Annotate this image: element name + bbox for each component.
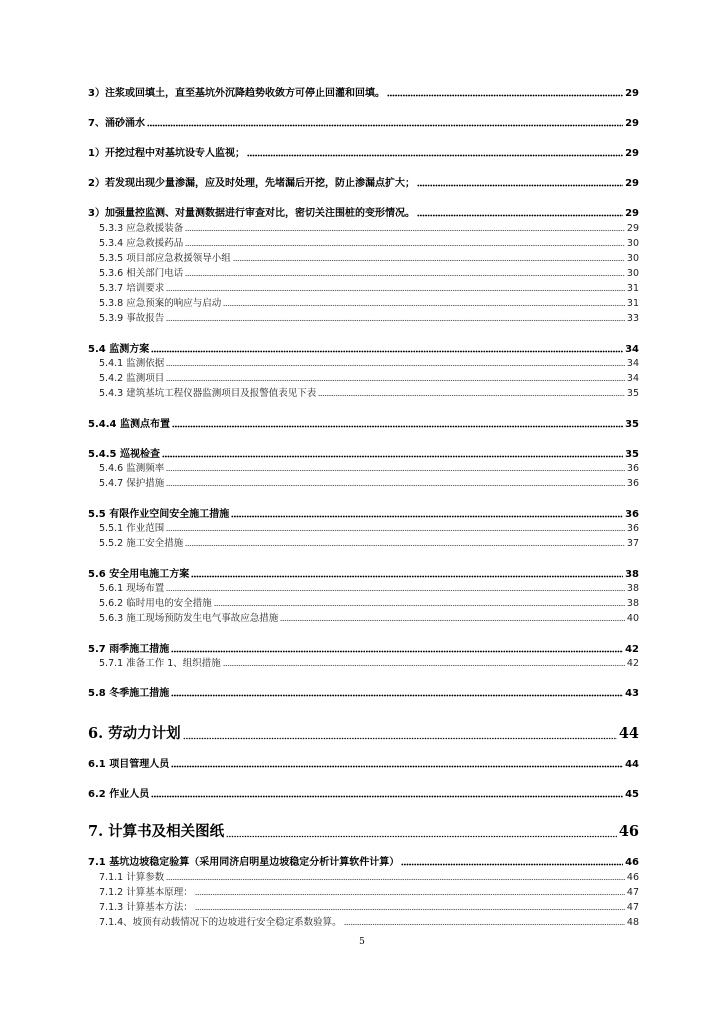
toc-entry-page: 34 bbox=[626, 358, 639, 369]
toc-entry-title: 6.1 项目管理人员 bbox=[88, 759, 170, 770]
toc-entry-page: 34 bbox=[625, 344, 639, 355]
toc-entry[interactable] bbox=[99, 464, 639, 475]
toc-entry-title: 5.3.7 培训要求 bbox=[99, 283, 165, 294]
toc-entry[interactable] bbox=[99, 374, 639, 385]
toc-entry-page: 42 bbox=[626, 658, 639, 669]
toc-entry-title: 5.4.4 监测点布置 bbox=[88, 419, 170, 430]
toc-entry[interactable] bbox=[88, 178, 639, 190]
dot-leader bbox=[171, 650, 623, 653]
toc-entry-page: 35 bbox=[625, 419, 639, 430]
toc-entry[interactable] bbox=[99, 479, 639, 490]
dot-leader bbox=[185, 274, 625, 277]
toc-entry[interactable] bbox=[99, 524, 639, 535]
toc-entry[interactable] bbox=[88, 688, 639, 700]
dot-leader bbox=[166, 484, 625, 487]
dot-leader bbox=[166, 589, 625, 592]
toc-entry-page: 46 bbox=[618, 823, 639, 840]
toc-entry-title: 5.8 冬季施工措施 bbox=[88, 688, 170, 699]
dot-leader bbox=[162, 455, 623, 458]
dot-leader bbox=[231, 515, 623, 518]
toc-entry-title: 5.6.3 施工现场预防发生电气事故应急措施 bbox=[99, 613, 279, 624]
toc-entry-title: 7.1.1 计算参数 bbox=[99, 872, 165, 883]
toc-entry-title: 5.3.8 应急预案的响应与启动 bbox=[99, 298, 222, 309]
toc-entry-page: 42 bbox=[625, 644, 639, 655]
dot-leader bbox=[318, 394, 625, 397]
toc-entry[interactable] bbox=[88, 88, 639, 100]
toc-entry-title: 5.7 雨季施工措施 bbox=[88, 644, 170, 655]
toc-entry[interactable] bbox=[88, 759, 639, 771]
dot-leader bbox=[233, 259, 625, 262]
dot-leader bbox=[183, 737, 617, 740]
toc-entry-page: 29 bbox=[626, 223, 639, 234]
dot-leader bbox=[280, 619, 625, 622]
toc-entry-title: 5.7.1 准备工作 1、组织措施 bbox=[99, 658, 221, 669]
dot-leader bbox=[195, 908, 625, 911]
toc-entry-page: 36 bbox=[626, 463, 639, 474]
toc-entry-title: 5.3.6 相关部门电话 bbox=[99, 268, 184, 279]
toc-entry-title: 5.5.2 施工安全措施 bbox=[99, 538, 184, 549]
dot-leader bbox=[417, 214, 623, 217]
toc-chapter-entry[interactable] bbox=[88, 824, 639, 841]
dot-leader bbox=[185, 544, 625, 547]
toc-entry[interactable] bbox=[99, 299, 639, 310]
toc-entry[interactable] bbox=[99, 389, 639, 400]
toc-entry-title: 5.3.3 应急救援装备 bbox=[99, 223, 184, 234]
toc-entry[interactable] bbox=[99, 584, 639, 595]
toc-entry-title: 5.4.2 监测项目 bbox=[99, 373, 165, 384]
toc-entry-title: 5.3.9 事故报告 bbox=[99, 313, 165, 324]
toc-entry-page: 33 bbox=[626, 313, 639, 324]
toc-entry[interactable] bbox=[99, 659, 639, 670]
toc-entry-page: 47 bbox=[626, 887, 639, 898]
toc-entry-title: 5.4.3 建筑基坑工程仪器监测项目及报警值表见下表 bbox=[99, 388, 317, 399]
toc-entry[interactable] bbox=[99, 239, 639, 250]
toc-entry-page: 37 bbox=[626, 538, 639, 549]
dot-leader bbox=[151, 350, 623, 353]
toc-entry-page: 36 bbox=[625, 509, 639, 520]
toc-entry-page: 36 bbox=[626, 478, 639, 489]
dot-leader bbox=[223, 304, 625, 307]
toc-entry-page: 29 bbox=[625, 208, 639, 219]
dot-leader bbox=[166, 289, 625, 292]
toc-entry-title: 5.4.5 巡视检查 bbox=[88, 449, 160, 460]
toc-entry[interactable] bbox=[88, 419, 639, 431]
dot-leader bbox=[247, 154, 623, 157]
toc-entry-title: 6.2 作业人员 bbox=[88, 789, 150, 800]
dot-leader bbox=[166, 379, 625, 382]
toc-entry-page: 30 bbox=[626, 268, 639, 279]
toc-entry-page: 43 bbox=[625, 688, 639, 699]
toc-entry[interactable] bbox=[99, 918, 639, 929]
toc-entry-title: 5.6 安全用电施工方案 bbox=[88, 569, 190, 580]
dot-leader bbox=[185, 229, 625, 232]
toc-entry-page: 46 bbox=[626, 872, 639, 883]
toc-entry-title: 5.4.7 保护措施 bbox=[99, 478, 165, 489]
toc-entry[interactable] bbox=[99, 599, 639, 610]
dot-leader bbox=[166, 319, 625, 322]
toc-entry-page: 30 bbox=[626, 253, 639, 264]
toc-entry-title: 2）若发现出现少量渗漏，应及时处理，先堵漏后开挖，防止渗漏点扩大； bbox=[88, 178, 415, 189]
toc-entry[interactable] bbox=[99, 269, 639, 280]
toc-entry-title: 7.1.2 计算基本原理： bbox=[99, 887, 193, 898]
toc-entry-title: 3）加强量控监测、对量测数据进行审查对比，密切关注围桩的变形情况。 bbox=[88, 208, 415, 219]
toc-entry[interactable] bbox=[99, 314, 639, 325]
dot-leader bbox=[214, 604, 625, 607]
toc-entry-page: 47 bbox=[626, 902, 639, 913]
dot-leader bbox=[185, 244, 625, 247]
toc-entry-title: 7、涌砂涌水 bbox=[88, 118, 145, 129]
dot-leader bbox=[191, 575, 623, 578]
toc-entry-page: 38 bbox=[626, 583, 639, 594]
toc-entry[interactable] bbox=[88, 449, 639, 461]
dot-leader bbox=[344, 923, 625, 926]
toc-entry-page: 29 bbox=[625, 178, 639, 189]
toc-entry[interactable] bbox=[88, 344, 639, 356]
toc-entry-page: 38 bbox=[625, 569, 639, 580]
toc-entry-title: 5.4 监测方案 bbox=[88, 344, 150, 355]
toc-entry-title: 7.1.3 计算基本方法： bbox=[99, 902, 193, 913]
toc-entry-title: 6. 劳动力计划 bbox=[88, 725, 181, 742]
toc-entry-title: 7.1 基坑边坡稳定验算（采用同济启明星边坡稳定分析计算软件计算） bbox=[88, 857, 400, 868]
toc-entry[interactable] bbox=[99, 254, 639, 265]
toc-entry[interactable] bbox=[88, 569, 639, 581]
toc-entry-title: 5.5.1 作业范围 bbox=[99, 523, 165, 534]
toc-entry-title: 5.6.2 临时用电的安全措施 bbox=[99, 598, 212, 609]
dot-leader bbox=[147, 124, 623, 127]
toc-entry-page: 29 bbox=[625, 148, 639, 159]
toc-entry[interactable] bbox=[99, 539, 639, 550]
dot-leader bbox=[171, 765, 623, 768]
toc-entry-page: 34 bbox=[626, 373, 639, 384]
toc-entry[interactable] bbox=[88, 148, 639, 160]
toc-entry[interactable] bbox=[99, 903, 639, 914]
toc-entry-page: 29 bbox=[625, 118, 639, 129]
dot-leader bbox=[223, 664, 625, 667]
toc-entry-page: 45 bbox=[625, 789, 639, 800]
toc-entry-page: 44 bbox=[618, 725, 639, 742]
toc-entry[interactable] bbox=[99, 284, 639, 295]
dot-leader bbox=[166, 364, 625, 367]
toc-entry-title: 3）注浆或回填土，直至基坑外沉降趋势收敛方可停止回灌和回填。 bbox=[88, 88, 385, 99]
toc-entry-page: 30 bbox=[626, 238, 639, 249]
dot-leader bbox=[166, 878, 625, 881]
toc-entry-page: 29 bbox=[625, 88, 639, 99]
toc-entry[interactable] bbox=[99, 888, 639, 899]
dot-leader bbox=[387, 94, 623, 97]
toc-entry[interactable] bbox=[88, 118, 639, 130]
toc-entry-page: 40 bbox=[626, 613, 639, 624]
toc-entry-page: 48 bbox=[626, 917, 639, 928]
toc-entry-title: 1）开挖过程中对基坑设专人监视； bbox=[88, 148, 245, 159]
toc-entry-page: 36 bbox=[626, 523, 639, 534]
toc-entry[interactable] bbox=[88, 857, 639, 869]
dot-leader bbox=[172, 425, 623, 428]
toc-entry[interactable] bbox=[88, 509, 639, 521]
toc-entry[interactable] bbox=[88, 644, 639, 656]
toc-entry-page: 31 bbox=[626, 298, 639, 309]
dot-leader bbox=[226, 835, 617, 838]
toc-entry-page: 44 bbox=[625, 759, 639, 770]
dot-leader bbox=[171, 694, 623, 697]
toc-entry-title: 5.4.6 监测频率 bbox=[99, 463, 165, 474]
toc-entry[interactable] bbox=[99, 873, 639, 884]
toc-entry-title: 5.5 有限作业空间安全施工措施 bbox=[88, 509, 230, 520]
toc-entry[interactable] bbox=[99, 359, 639, 370]
toc-entry-page: 35 bbox=[625, 449, 639, 460]
toc-entry-title: 7.1.4、坡顶有动载情况下的边坡进行安全稳定系数验算。 bbox=[99, 917, 342, 928]
toc-entry[interactable] bbox=[88, 208, 639, 220]
page-number: 5 bbox=[359, 937, 365, 947]
dot-leader bbox=[417, 184, 623, 187]
dot-leader bbox=[401, 863, 623, 866]
toc-entry-page: 46 bbox=[625, 857, 639, 868]
toc-entry-title: 7. 计算书及相关图纸 bbox=[88, 823, 225, 840]
toc-entry-title: 5.3.5 项目部应急救援领导小组 bbox=[99, 253, 231, 264]
toc-entry-page: 35 bbox=[626, 388, 639, 399]
toc-entry-page: 31 bbox=[626, 283, 639, 294]
toc-entry[interactable] bbox=[99, 614, 639, 625]
toc-entry-title: 5.3.4 应急救援药品 bbox=[99, 238, 184, 249]
toc-entry[interactable] bbox=[88, 789, 639, 801]
dot-leader bbox=[166, 529, 625, 532]
toc-entry-title: 5.4.1 监测依据 bbox=[99, 358, 165, 369]
dot-leader bbox=[195, 893, 625, 896]
dot-leader bbox=[166, 469, 625, 472]
toc-entry-title: 5.6.1 现场布置 bbox=[99, 583, 165, 594]
toc-chapter-entry[interactable] bbox=[88, 726, 639, 743]
toc-entry-page: 38 bbox=[626, 598, 639, 609]
dot-leader bbox=[151, 795, 623, 798]
toc-entry[interactable] bbox=[99, 224, 639, 235]
